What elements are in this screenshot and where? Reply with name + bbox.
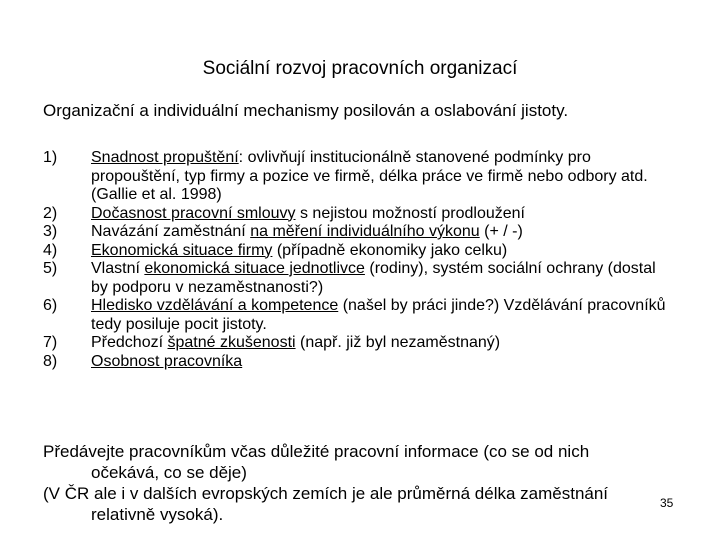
item-text [91, 205, 673, 224]
item-key-term: špatné zkušenosti [167, 334, 296, 351]
list-item [43, 297, 673, 334]
item-text [91, 149, 673, 205]
item-key-term: Ekonomická situace firmy [91, 241, 273, 259]
item-number: 2) [43, 204, 58, 222]
list-item [43, 260, 673, 297]
item-description: s nejistou možností prodloužení [295, 204, 525, 222]
item-text [91, 353, 673, 372]
slide-title: Sociální rozvoj pracovních organizací [202, 58, 518, 79]
mechanism-list [43, 149, 673, 371]
item-key-term: Hledisko vzdělávání a kompetence [91, 297, 339, 314]
item-number: 3) [43, 223, 58, 240]
list-item [43, 149, 673, 205]
list-item [43, 205, 673, 224]
item-key-term: Osobnost pracovníka [91, 352, 243, 370]
footer-note: Předávejte pracovníkům včas důležité pracovní informace (co se od nich očekává, co se děje) [43, 442, 590, 482]
item-number: 6) [43, 297, 58, 314]
item-key-term: Snadnost propuštění [91, 149, 239, 166]
item-number: 1) [43, 149, 58, 166]
item-text [91, 223, 673, 242]
item-key-term: ekonomická situace jednotlivce [144, 260, 365, 277]
slide-subtitle: Organizační a individuální mechanismy posilován a oslabování jistoty. [43, 101, 569, 120]
item-description: (případně ekonomiky jako celku) [272, 241, 508, 259]
item-number: 7) [43, 334, 58, 351]
item-text [91, 334, 673, 353]
item-number: 5) [43, 260, 58, 277]
list-item [43, 353, 673, 372]
list-item [43, 223, 673, 242]
item-prefix: Navázání zaměstnání [91, 223, 251, 240]
footer-notes [43, 441, 653, 525]
item-prefix: Vlastní [91, 260, 145, 277]
item-key-term: na měření individuálního výkonu [250, 223, 480, 240]
item-text [91, 297, 673, 334]
item-description: (našel by práci jinde?) Vzdělávání pracovníků tedy posiluje pocit jistoty. [91, 297, 666, 333]
list-item [43, 334, 673, 353]
item-description: : ovlivňují institucionálně stanovené podmínky pro propouštění, typ firmy a pozice ve firmě, délka práce ve firmě nebo odbory atd. (Gallie et al. 1998) [91, 149, 648, 203]
item-number: 8) [43, 352, 58, 370]
item-description: (např. již byl nezaměstnaný) [295, 334, 501, 351]
item-text [91, 260, 673, 297]
item-description: (+ / -) [479, 223, 523, 240]
item-text [91, 242, 673, 261]
item-key-term: Dočasnost pracovní smlouvy [91, 204, 296, 222]
item-description: (rodiny), systém sociální ochrany (dostal by podporu v nezaměstnanosti?) [91, 260, 656, 296]
page-number: 35 [660, 496, 674, 510]
item-number: 4) [43, 241, 58, 259]
footer-note: (V ČR ale i v dalších evropských zemích je ale průměrná délka zaměstnání relativně vysoká). [43, 484, 609, 524]
list-item [43, 242, 673, 261]
item-prefix: Předchozí [91, 334, 168, 351]
